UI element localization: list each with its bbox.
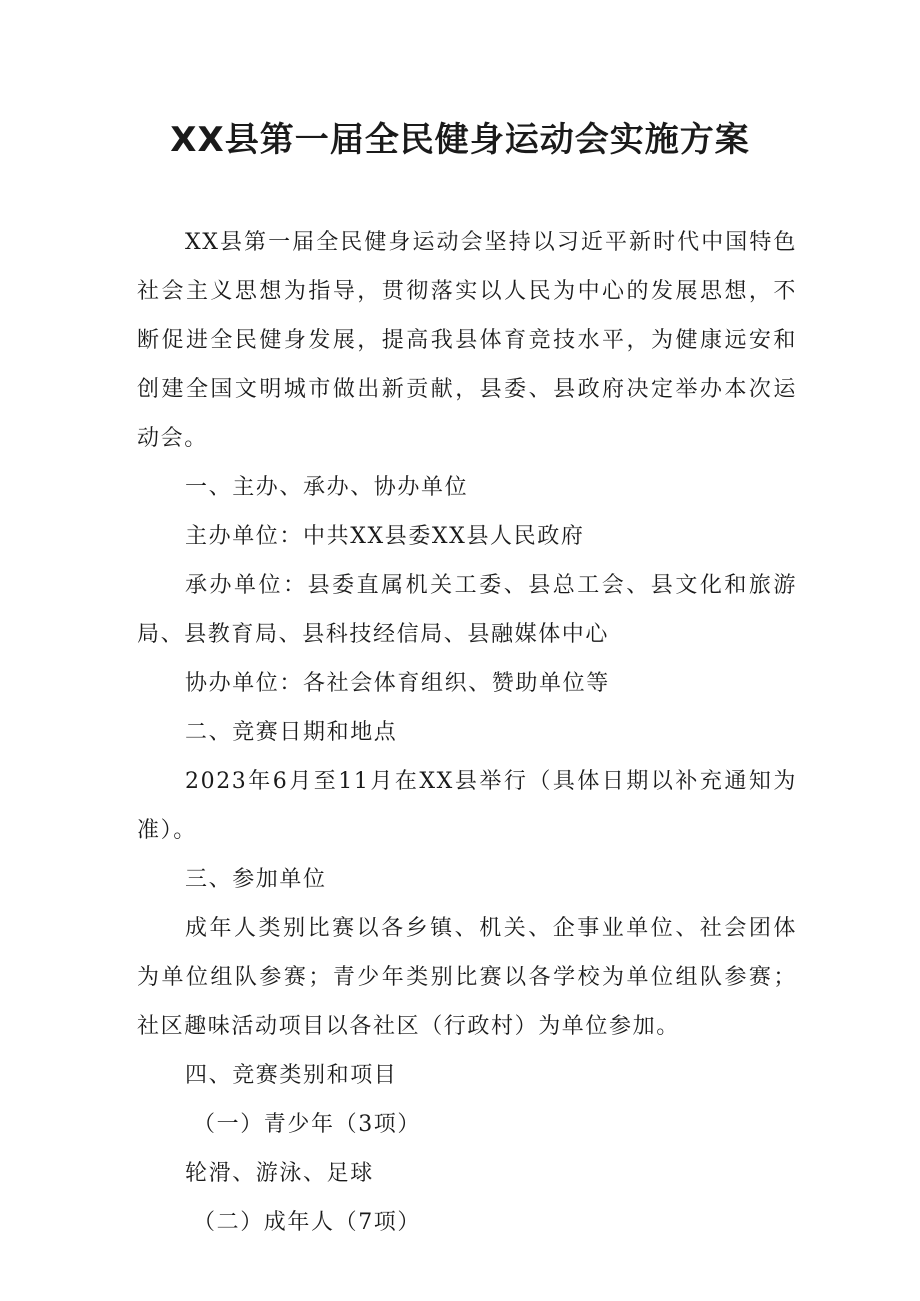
subsection-heading-youth: （一）青少年（3项） <box>193 1112 421 1137</box>
section-heading-participants: 三、参加单位 <box>185 867 327 892</box>
section-heading-date-location: 二、竞赛日期和地点 <box>185 720 398 745</box>
youth-events-paragraph: 轮滑、游泳、足球 <box>185 1161 374 1186</box>
document-title: XX县第一届全民健身运动会实施方案 <box>170 120 750 160</box>
document-body <box>137 218 797 1247</box>
section-heading-organizers: 一、主办、承办、协办单位 <box>185 475 469 500</box>
participants-paragraph: 成年人类别比赛以各乡镇、机关、企事业单位、社会团体为单位组队参赛；青少年类别比赛以各学校为单位组队参赛；社区趣味活动项目以各社区（行政村）为单位参加。 <box>137 916 797 1039</box>
section-heading-categories: 四、竞赛类别和项目 <box>185 1063 398 1088</box>
organizer-unit-paragraph: 承办单位：县委直属机关工委、县总工会、县文化和旅游局、县教育局、县科技经信局、县融媒体中心 <box>137 573 797 647</box>
intro-paragraph: XX县第一届全民健身运动会坚持以习近平新时代中国特色社会主义思想为指导，贯彻落实以人民为中心的发展思想，不断促进全民健身发展，提高我县体育竞技水平，为健康远安和创建全国文明城市做出新贡献，县委、县政府决定举办本次运动会。 <box>137 230 797 451</box>
co-organizer-unit-paragraph: 协办单位：各社会体育组织、赞助单位等 <box>185 671 610 696</box>
date-location-paragraph: 2023年6月至11月在XX县举行（具体日期以补充通知为准）。 <box>137 769 797 843</box>
host-unit-paragraph: 主办单位：中共XX县委XX县人民政府 <box>185 524 585 549</box>
subsection-heading-adult: （二）成年人（7项） <box>193 1210 421 1235</box>
